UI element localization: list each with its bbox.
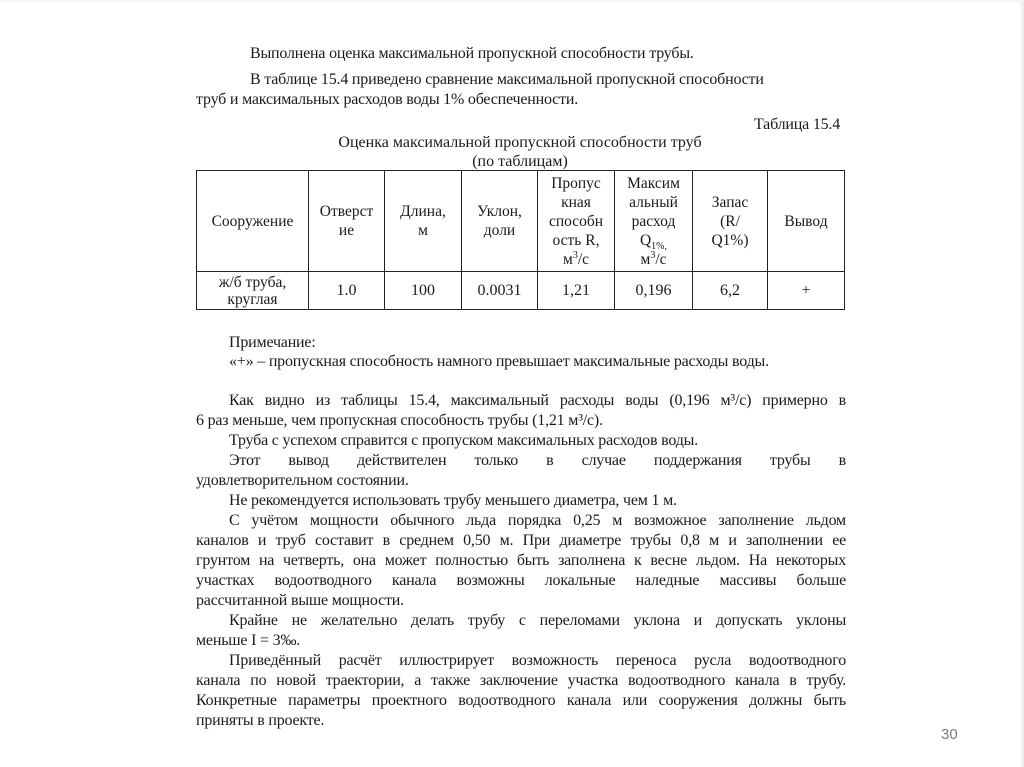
cell-structure: ж/б труба, круглая	[197, 272, 309, 310]
body-line-2: 6 раз меньше, чем пропускная способность трубы (1,21 м³/с).	[196, 412, 603, 429]
body-line-12: Крайне не желательно делать трубу с переломами уклона и допускать уклоны	[229, 612, 846, 629]
cell-length: 100	[385, 272, 462, 310]
note-text: «+» – пропускная способность намного превышает максимальные расходы воды.	[229, 353, 769, 370]
body-line-7: С учётом мощности обычного льда порядка 0,25 м возможное заполнение льдом	[229, 512, 846, 529]
body-line-3: Труба с успехом справится с пропуском максимальных расходов воды.	[229, 432, 698, 449]
body-line-11: рассчитанной выше мощности.	[196, 592, 404, 609]
cell-capacity: 1,21	[538, 272, 615, 310]
body-line-6: Не рекомендуется использовать трубу меньшего диаметра, чем 1 м.	[229, 492, 677, 509]
table-row	[197, 272, 845, 310]
body-line-9: грунтом на четверть, она может полностью быть заполнена к весне льдом. На некоторых	[196, 552, 846, 569]
intro-paragraph-2-line-1: В таблице 15.4 приведено сравнение максимальной пропускной способности	[250, 71, 764, 88]
table-number-label: Таблица 15.4	[754, 116, 841, 133]
intro-paragraph-2-line-2: труб и максимальных расходов воды 1% обеспеченности.	[196, 91, 579, 108]
header-slope: Уклон, доли	[462, 171, 538, 272]
body-line-14: Приведённый расчёт иллюстрирует возможность переноса русла водоотводного	[229, 652, 846, 669]
cell-conclusion: +	[768, 272, 845, 310]
body-line-16: Конкретные параметры проектного водоотводного канала или сооружения должны быть	[196, 692, 846, 709]
body-line-13: меньше I = 3‰.	[196, 632, 301, 649]
cell-opening: 1.0	[309, 272, 385, 310]
header-length: Длина, м	[385, 171, 462, 272]
header-reserve: Запас (R/ Q1%)	[693, 171, 768, 272]
table-header-row	[197, 171, 845, 272]
header-structure: Сооружение	[197, 171, 309, 272]
capacity-table	[196, 170, 845, 310]
body-line-10: участках водоотводного канала возможны локальные наледные массивы больше	[196, 572, 846, 589]
body-line-15: канала по новой траектории, а также заключение участка водоотводного канала в трубу.	[196, 672, 846, 689]
body-line-4: Этот вывод действителен только в случае поддержания трубы в	[229, 452, 846, 469]
header-conclusion: Вывод	[768, 171, 845, 272]
table-title	[196, 133, 844, 171]
page-number: 30	[941, 726, 958, 743]
note-label: Примечание:	[229, 334, 316, 351]
cell-reserve: 6,2	[693, 272, 768, 310]
cell-max-flow: 0,196	[615, 272, 693, 310]
table-title-line-1: Оценка максимальной пропускной способности труб	[338, 134, 702, 151]
header-max-flow: Максим альный расход $Q_{1\%,}$ $м^3/с$	[615, 171, 693, 272]
body-line-8: каналов и труб составит в среднем 0,50 м. При диаметре трубы 0,8 м и заполнении ее	[196, 532, 846, 549]
body-line-1: Как видно из таблицы 15.4, максимальный расходы воды (0,196 м³/с) примерно в	[229, 392, 846, 409]
table-title-line-2: (по таблицам)	[472, 153, 568, 170]
cell-slope: 0.0031	[462, 272, 538, 310]
header-opening: Отверст ие	[309, 171, 385, 272]
header-capacity: Пропус кная способн ость R, $м^3/с$	[538, 171, 615, 272]
intro-paragraph-1: Выполнена оценка максимальной пропускной способности трубы.	[250, 45, 694, 62]
body-line-17: приняты в проекте.	[196, 712, 325, 729]
body-line-5: удовлетворительном состоянии.	[196, 472, 409, 489]
